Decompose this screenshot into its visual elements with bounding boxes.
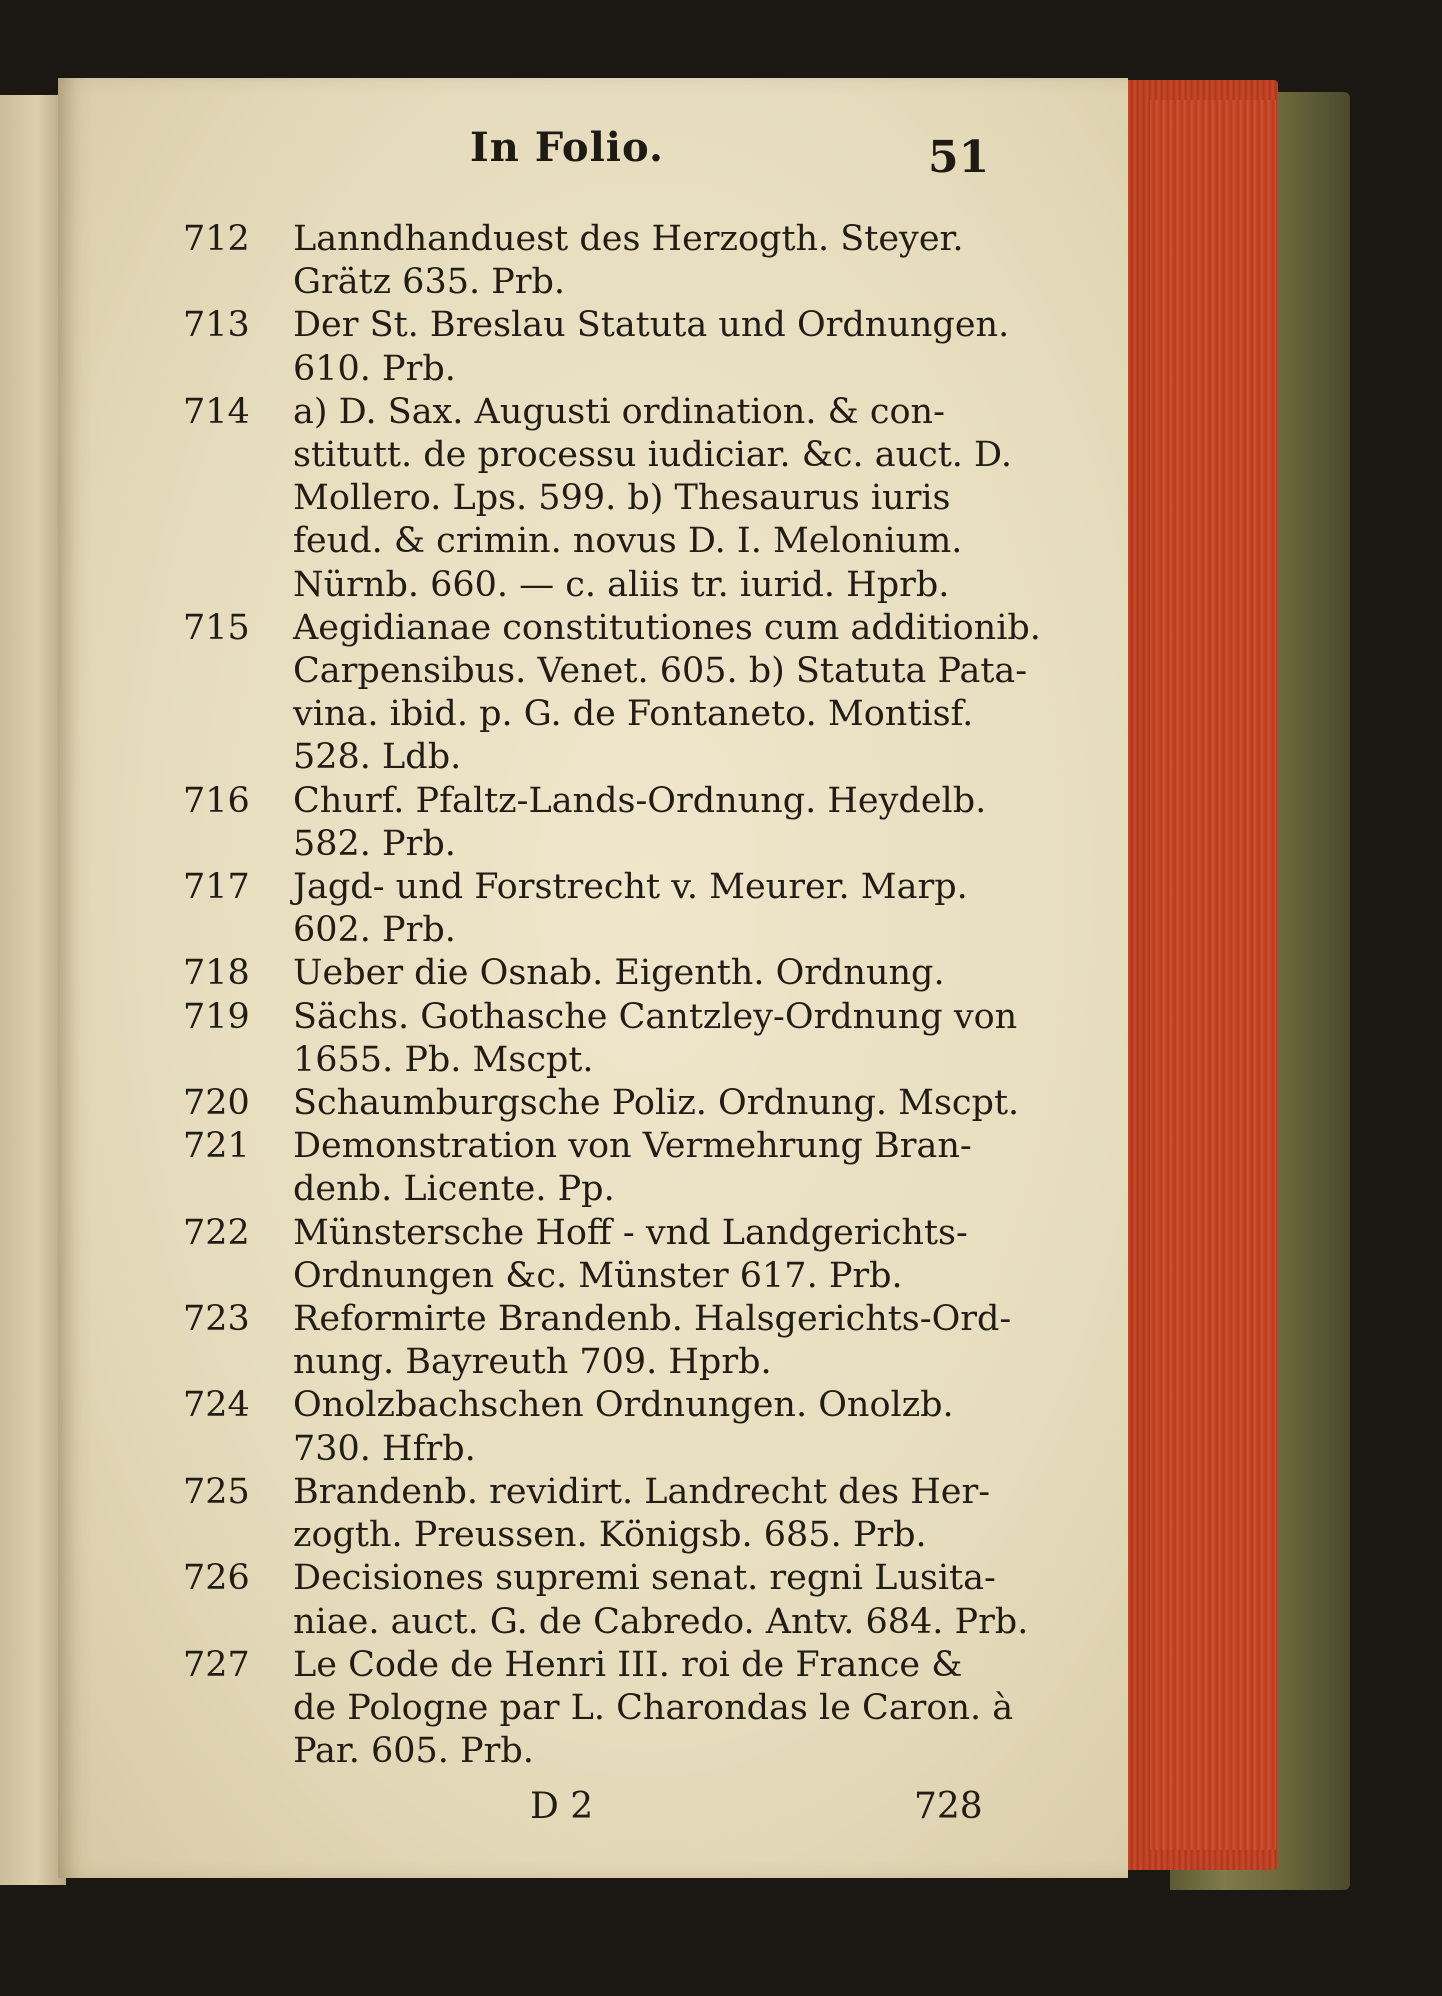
- entry-line: 610. Prb.: [293, 348, 456, 389]
- entry-line: Decisiones supremi senat. regni Lusita-: [293, 1558, 996, 1599]
- entry-text: [293, 218, 983, 304]
- entry-line: 730. Hfrb.: [293, 1428, 476, 1469]
- entry-line: 582. Prb.: [293, 823, 456, 864]
- catalog-entry: [183, 1644, 1014, 1774]
- entry-line: de Pologne par L. Charondas le Caron. à: [293, 1687, 1014, 1728]
- entry-line: Churf. Pfaltz-Lands-Ordnung. Heydelb.: [293, 780, 987, 821]
- entry-line: 528. Ldb.: [293, 737, 462, 778]
- entry-number: 725: [183, 1471, 250, 1512]
- entry-number: 726: [183, 1558, 250, 1599]
- entry-number: 716: [183, 780, 250, 821]
- entry-number: 722: [183, 1212, 250, 1253]
- entry-line: a) D. Sax. Augusti ordination. & con-: [293, 391, 945, 432]
- entry-number: 723: [183, 1299, 250, 1340]
- entry-text: [293, 952, 983, 995]
- entry-line: Schaumburgsche Poliz. Ordnung. Mscpt.: [293, 1083, 1020, 1124]
- entry-number: 720: [183, 1083, 250, 1124]
- catalog-entry: [183, 952, 983, 995]
- entry-line: Aegidianae constitutiones cum additionib.: [293, 607, 1041, 648]
- entry-line: Sächs. Gothasche Cantzley-Ordnung von: [293, 996, 1018, 1037]
- entry-number: 718: [183, 953, 250, 994]
- entry-line: 1655. Pb. Mscpt.: [293, 1039, 594, 1080]
- catalog-entry: [183, 1298, 1012, 1384]
- entry-line: Jagd- und Forstrecht v. Meurer. Marp.: [293, 867, 968, 908]
- entry-line: Par. 605. Prb.: [293, 1731, 534, 1772]
- entry-text: [293, 1471, 991, 1557]
- entry-line: Carpensibus. Venet. 605. b) Statuta Pata-: [293, 651, 1028, 692]
- entry-text: [293, 391, 1012, 607]
- catalog-entry: [183, 1384, 983, 1470]
- catalog-entries: [183, 218, 1041, 1773]
- catalog-entry: [183, 304, 1010, 390]
- entry-number: 721: [183, 1126, 250, 1167]
- entry-text: [293, 866, 983, 952]
- entry-line: Brandenb. revidirt. Landrecht des Her-: [293, 1471, 991, 1512]
- catalog-entry: [183, 218, 983, 304]
- entry-text: [293, 1212, 983, 1298]
- entry-text: [293, 780, 987, 866]
- entry-number: 713: [183, 305, 250, 346]
- entry-line: Ueber die Osnab. Eigenth. Ordnung.: [293, 953, 945, 994]
- entry-line: Onolzbachschen Ordnungen. Onolzb.: [293, 1385, 954, 1426]
- catalog-entry: [183, 996, 1018, 1082]
- entry-text: [293, 304, 1010, 390]
- catalog-entry: [183, 391, 1012, 607]
- entry-text: [293, 1298, 1012, 1384]
- entry-line: Demonstration von Vermehrung Bran-: [293, 1126, 972, 1167]
- catalog-entry: [183, 866, 983, 952]
- entry-number: 717: [183, 867, 250, 908]
- entry-text: [293, 996, 1018, 1082]
- entry-number: 719: [183, 996, 250, 1037]
- red-page-edges-inner: [1150, 100, 1276, 1850]
- catalog-entry: [183, 1471, 991, 1557]
- entry-line: vina. ibid. p. G. de Fontaneto. Montisf.: [293, 694, 974, 735]
- entry-line: denb. Licente. Pp.: [293, 1169, 615, 1210]
- entry-line: Lanndhanduest des Herzogth. Steyer.: [293, 219, 964, 259]
- page-header-title: In Folio.: [470, 124, 664, 171]
- catalog-entry: [183, 1125, 983, 1211]
- entry-number: 715: [183, 607, 250, 648]
- entry-line: Reformirte Brandenb. Halsgerichts-Ord-: [293, 1299, 1012, 1340]
- catalog-entry: [183, 780, 987, 866]
- entry-number: 714: [183, 391, 250, 432]
- entry-line: Mollero. Lps. 599. b) Thesaurus iuris: [293, 478, 951, 519]
- entry-text: [293, 1082, 1020, 1125]
- catalog-entry: [183, 607, 1041, 780]
- catalog-entry: [183, 1212, 983, 1298]
- entry-line: Le Code de Henri III. roi de France &: [293, 1644, 963, 1685]
- entry-line: Grätz 635. Prb.: [293, 262, 566, 303]
- entry-text: [293, 607, 1041, 780]
- entry-number: 712: [183, 219, 250, 259]
- catalog-entry: [183, 1082, 1020, 1125]
- entry-number: 724: [183, 1385, 250, 1426]
- page-number: 51: [928, 132, 990, 183]
- entry-line: stitutt. de processu iudiciar. &c. auct. D.: [293, 435, 1012, 476]
- catchword: 728: [914, 1786, 983, 1827]
- entry-line: 602. Prb.: [293, 910, 456, 951]
- entry-line: Ordnungen &c. Münster 617. Prb.: [293, 1255, 903, 1296]
- entry-line: Münstersche Hoff - vnd Landgerichts-: [293, 1212, 968, 1253]
- entry-text: [293, 1557, 1029, 1643]
- entry-number: 727: [183, 1644, 250, 1685]
- entry-line: zogth. Preussen. Königsb. 685. Prb.: [293, 1515, 927, 1556]
- entry-line: niae. auct. G. de Cabredo. Antv. 684. Prb.: [293, 1601, 1029, 1642]
- entry-line: Nürnb. 660. — c. aliis tr. iurid. Hprb.: [293, 564, 950, 605]
- entry-text: [293, 1644, 1014, 1774]
- signature-mark: D 2: [530, 1786, 594, 1827]
- entry-line: nung. Bayreuth 709. Hprb.: [293, 1342, 772, 1383]
- entry-text: [293, 1125, 983, 1211]
- catalog-entry: [183, 1557, 1029, 1643]
- left-page-edge: [0, 95, 66, 1885]
- entry-line: Der St. Breslau Statuta und Ordnungen.: [293, 305, 1010, 346]
- entry-text: [293, 1384, 983, 1470]
- entry-line: feud. & crimin. novus D. I. Melonium.: [293, 521, 963, 562]
